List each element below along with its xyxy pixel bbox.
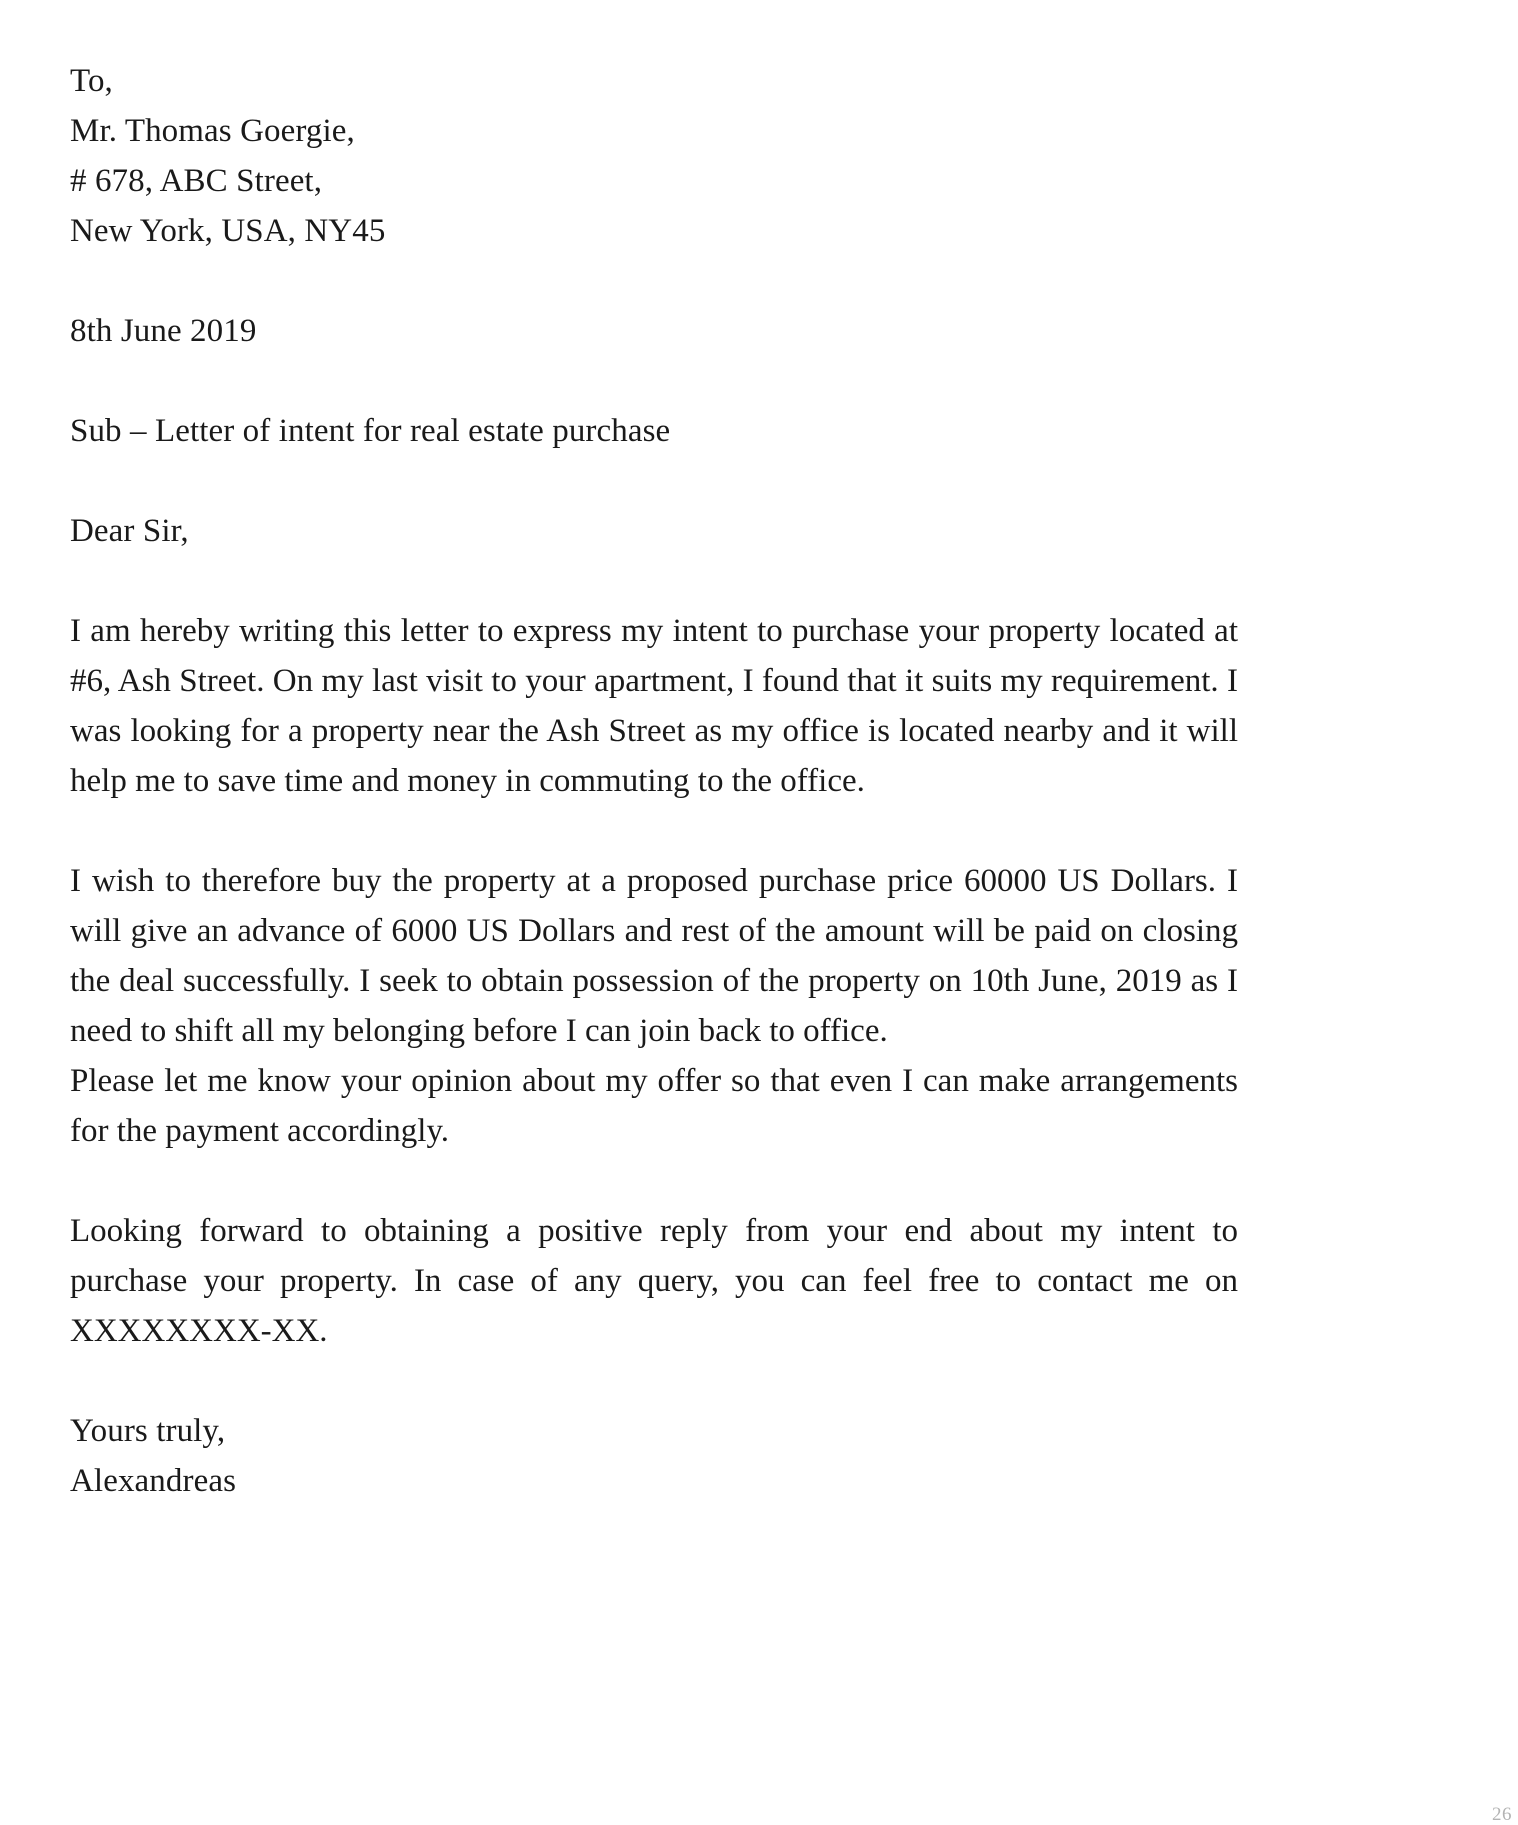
spacer-before-closing [70, 1356, 1238, 1406]
to-label: To, [70, 63, 113, 99]
letter-date-block [70, 306, 1238, 356]
subject-line: Sub – Letter of intent for real estate purchase [70, 413, 671, 449]
closing-block [70, 1406, 1238, 1506]
recipient-city-state-zip: New York, USA, NY45 [70, 213, 386, 249]
salutation-block [70, 506, 1238, 556]
spacer-after-paragraph-3 [70, 1156, 1238, 1206]
subject-line-block [70, 406, 1238, 456]
spacer-after-address [70, 256, 1238, 306]
page-number-artifact: 26 [1492, 1804, 1512, 1825]
signature-name: Alexandreas [70, 1463, 237, 1499]
body-paragraph-4: Looking forward to obtaining a positive reply from your end about my intent to purchase your property. In case of any query, you can feel free to contact me on XXXXXXXX-XX. [70, 1213, 1238, 1349]
spacer-after-date [70, 356, 1238, 406]
recipient-address-block [70, 56, 1238, 256]
body-paragraph-3: Please let me know your opinion about my offer so that even I can make arrangements for the payment accordingly. [70, 1063, 1238, 1149]
spacer-after-salutation [70, 556, 1238, 606]
letter-date: 8th June 2019 [70, 313, 257, 349]
recipient-name: Mr. Thomas Goergie, [70, 113, 355, 149]
salutation: Dear Sir, [70, 513, 189, 549]
valediction: Yours truly, [70, 1413, 226, 1449]
recipient-street: # 678, ABC Street, [70, 163, 323, 199]
letter-body [70, 56, 1238, 1506]
body-paragraph-1: I am hereby writing this letter to express my intent to purchase your property located at #6, Ash Street. On my last visit to your apartment, I found that it suits my requirement. I was looking for a property near the Ash Street as my office is located nearby and it will help me to save time and money in commuting to the office. [70, 613, 1238, 799]
spacer-after-subject [70, 456, 1238, 506]
spacer-after-paragraph-1 [70, 806, 1238, 856]
body-paragraph-2: I wish to therefore buy the property at a proposed purchase price 60000 US Dollars. I will give an advance of 6000 US Dollars and rest of the amount will be paid on closing the deal successfully. I seek to obtain possession of the property on 10th June, 2019 as I need to shift all my belonging before I can join back to office. [70, 863, 1238, 1049]
